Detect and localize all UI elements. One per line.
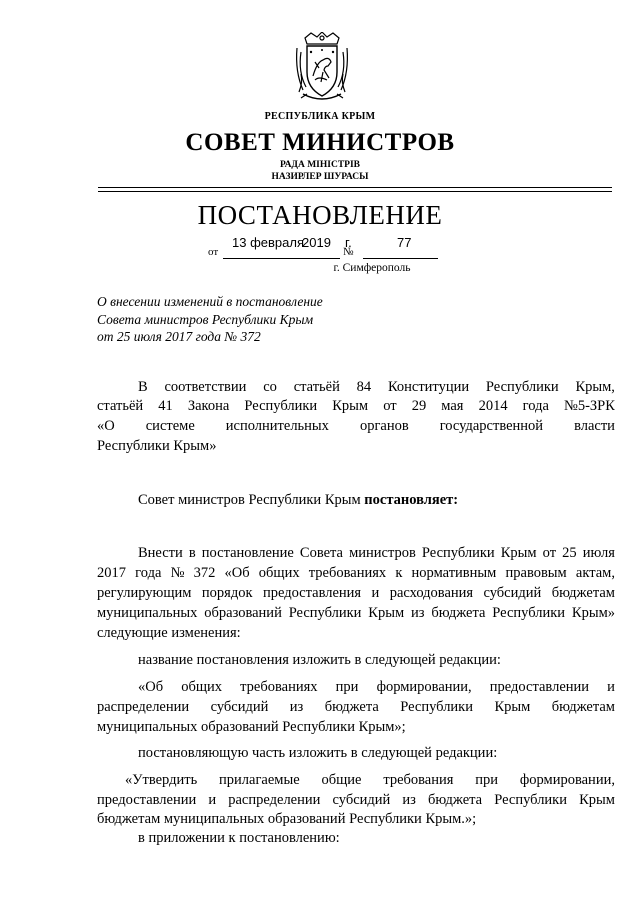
decree-year: 2019 xyxy=(302,235,331,250)
number-underline xyxy=(363,258,438,259)
resolves-line xyxy=(138,492,458,509)
new-title-line: «Об общих требованиях при формировании, предоставлении и xyxy=(138,679,615,695)
subject-line: Совета министров Республики Крым xyxy=(97,311,314,327)
title-change-line: название постановления изложить в следующей редакции: xyxy=(138,652,501,668)
amend-line: 2017 года № 372 «Об общих требованиях к нормативным правовым актам, xyxy=(97,565,615,581)
basis-line: Республики Крым» xyxy=(97,438,217,454)
crimea-coat-of-arms-icon xyxy=(293,32,351,106)
date-underline xyxy=(223,258,340,259)
resolves-keyword: постановляет: xyxy=(364,492,459,508)
new-title-line: муниципальных образований Республики Крым»; xyxy=(97,719,406,735)
basis-line: В соответствии со статьёй 84 Конституции Республики Крым, xyxy=(138,379,615,395)
decree-subject xyxy=(97,293,323,346)
header-rule-thick xyxy=(98,187,612,188)
new-title-line: распределении субсидий из бюджета Республики Крым бюджетам xyxy=(97,699,615,715)
amend-line: регулирующим порядок предоставления и расходования субсидий бюджетам xyxy=(97,585,615,601)
subject-line: от 25 июля 2017 года № 372 xyxy=(97,329,261,344)
header-rule-thin xyxy=(98,191,612,192)
amend-line: следующие изменения: xyxy=(97,625,241,641)
council-name: СОВЕТ МИНИСТРОВ xyxy=(185,129,455,156)
annex-line: в приложении к постановлению: xyxy=(138,830,340,846)
republic-name: РЕСПУБЛИКА КРЫМ xyxy=(264,111,376,122)
document-title: ПОСТАНОВЛЕНИЕ xyxy=(197,200,443,230)
number-sign: № xyxy=(343,246,354,258)
amend-line: Внести в постановление Совета министров Республики Крым от 25 июля xyxy=(138,545,615,561)
new-operative-line: «Утвердить прилагаемые общие требования при формировании, xyxy=(125,772,615,788)
subject-line: О внесении изменений в постановление xyxy=(97,294,323,309)
new-operative-line: бюджетам муниципальных образований Республики Крым.»; xyxy=(97,811,477,827)
amend-line: муниципальных образований Республики Крым из бюджета Республики Крым» xyxy=(97,605,615,621)
decree-date: 13 февраля xyxy=(232,235,304,250)
council-name-crimean-tatar: НАЗИРЛЕР ШУРАСЫ xyxy=(271,172,369,182)
resolves-text: Совет министров Республики Крым xyxy=(138,492,365,508)
date-number-line xyxy=(0,233,640,263)
decree-number: 77 xyxy=(397,235,412,250)
operative-change-line: постановляющую часть изложить в следующей редакции: xyxy=(138,745,498,761)
date-prefix: от xyxy=(208,246,219,258)
basis-line: статьёй 41 Закона Республики Крым от 29 мая 2014 года №5-ЗРК xyxy=(97,398,615,414)
basis-line: «О системе исполнительных органов государственной власти xyxy=(97,418,615,434)
new-operative-line: предоставлении и распределении субсидий из бюджета Республики Крым xyxy=(97,792,615,808)
city: г. Симферополь xyxy=(333,262,411,274)
decree-year-suffix: г. xyxy=(345,235,352,250)
council-name-ukrainian: РАДА МІНІСТРІВ xyxy=(279,160,360,170)
